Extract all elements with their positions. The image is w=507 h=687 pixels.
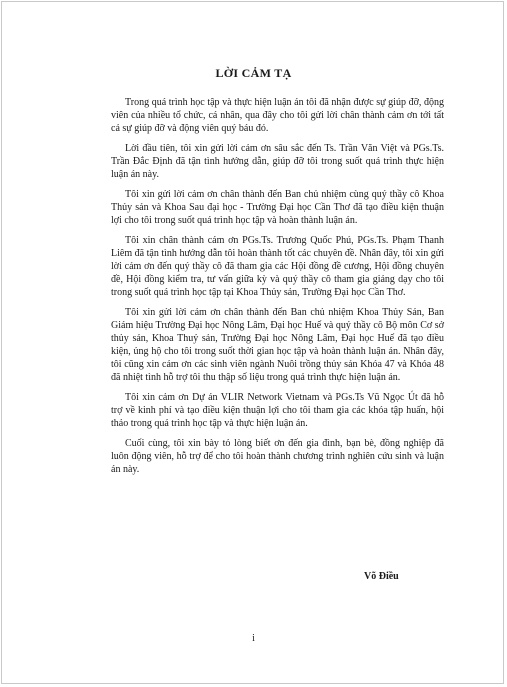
paragraph-2: Lời đầu tiên, tôi xin gửi lời cảm ơn sâu sắc đến Ts. Trần Văn Việt và PGs.Ts. Trần Đắc Định đã tận tình hướng dẫn, giúp đỡ tôi trong suốt quá trình thực hiện luận án này. [111, 143, 444, 180]
acknowledgment-body [111, 96, 444, 483]
paragraph-1: Trong quá trình học tập và thực hiện luận án tôi đã nhận được sự giúp đỡ, động viên của nhiều tổ chức, cá nhân, qua đây cho tôi gửi lời chân thành cảm ơn tới tất cả sự giúp đỡ và động viên quý báu đó. [111, 97, 444, 134]
page-title: LỜI CẢM TẠ [215, 66, 292, 80]
paragraph-4: Tôi xin chân thành cám ơn PGs.Ts. Trương Quốc Phú, PGs.Ts. Phạm Thanh Liêm đã tận tình hướng dẫn tôi hoàn thành tốt các chuyên đề. Nhân đây, tôi xin gửi lời cảm ơn đến quý thầy cô đã tham gia các Hội đồng đề cương, Hội đồng chuyên đề, Hội đồng kiểm tra, tư vấn giữa kỳ và quý thầy cô tham gia giảng dạy cho tôi trong suốt quá trình học tập tại Khoa Thủy sản, Trường Đại học Cần Thơ. [111, 235, 444, 298]
paragraph-3: Tôi xin gửi lời cảm ơn chân thành đến Ban chủ nhiệm cùng quý thầy cô Khoa Thủy sản và Khoa Sau đại học - Trường Đại học Cần Thơ đã tạo điều kiện thuận lợi cho tôi trong suốt quá trình học tập và hoàn thành luận án. [111, 189, 444, 226]
paragraph-6: Tôi xin cảm ơn Dự án VLIR Network Vietnam và PGs.Ts Vũ Ngọc Út đã hỗ trợ về kinh phí và tạo điều kiện thuận lợi cho tôi tham gia các khóa tập huấn, hội thảo trong quá trình học tập và thực hiện luận án. [111, 392, 444, 429]
paragraph-5: Tôi xin gửi lời cảm ơn chân thành đến Ban chủ nhiệm Khoa Thủy Sản, Ban Giám hiệu Trường Đại học Nông Lâm, Đại học Huế và quý thầy cô Bộ môn Cơ sở thủy sản, Khoa Thuỷ sản, Trường Đại học Nông Lâm, Đại học Huế đã tạo điều kiện, ủng hộ cho tôi trong suốt thời gian học tập và hoàn thành luận án. Nhân đây, tôi cũng xin cảm ơn các sinh viên ngành Nuôi trồng thủy sản Khóa 47 và Khóa 48 đã nhiệt tình hỗ trợ tôi thu thập số liệu trong quá trình thực hiện luận án. [111, 307, 444, 383]
paragraph-7: Cuối cùng, tôi xin bày tỏ lòng biết ơn đến gia đình, bạn bè, đồng nghiệp đã luôn động viên, hỗ trợ để cho tôi hoàn thành chương trình nghiên cứu sinh và luận án này. [111, 438, 444, 475]
author-signature: Võ Điều [364, 571, 399, 582]
page-number: i [252, 633, 255, 644]
